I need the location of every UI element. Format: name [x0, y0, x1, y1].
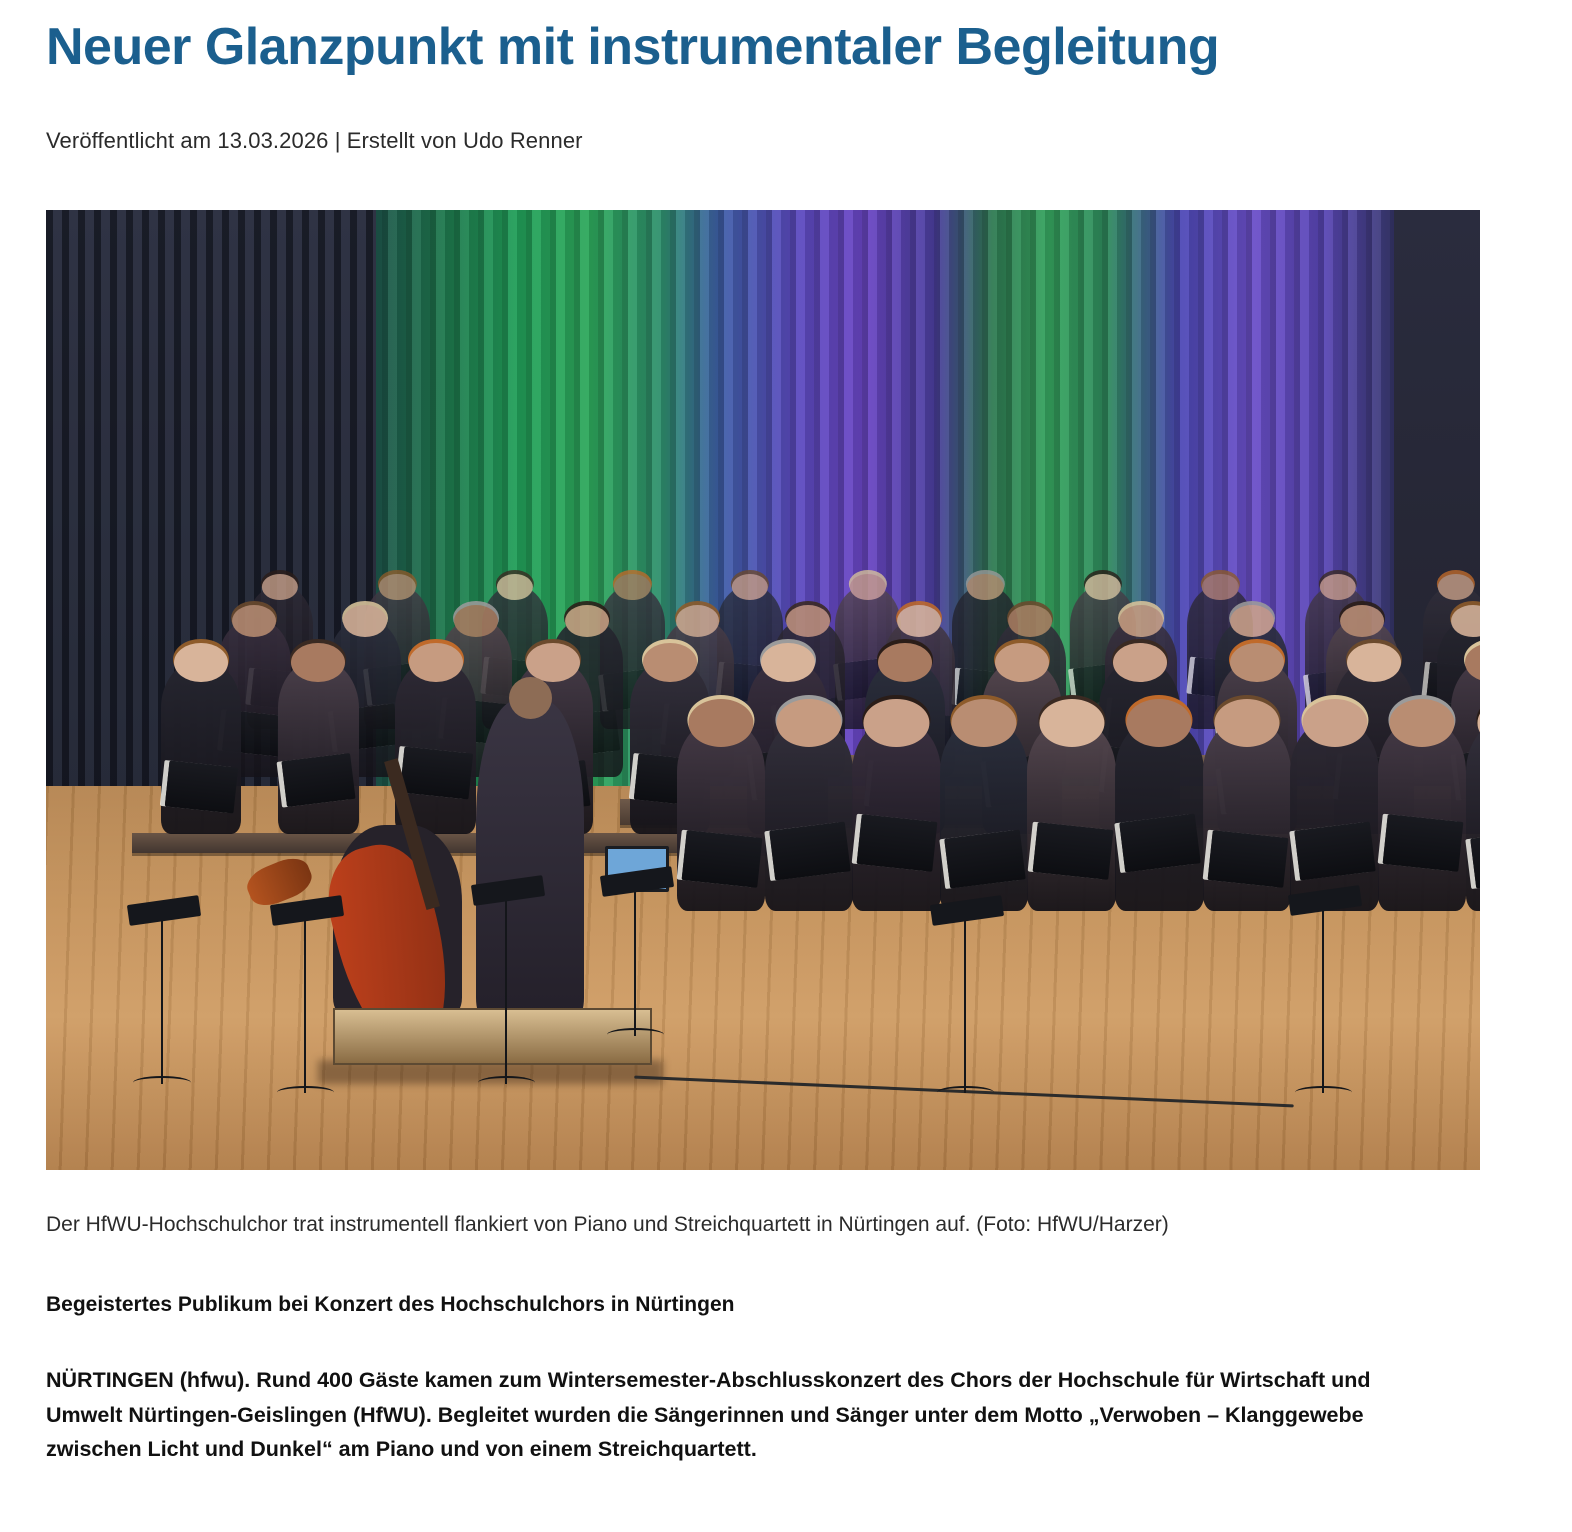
singer-head	[1230, 643, 1284, 683]
singer-head	[761, 643, 815, 683]
singer-head	[732, 574, 768, 601]
singer-head	[1214, 699, 1279, 747]
sheet-music-folder	[1207, 830, 1288, 888]
concert-photo	[46, 210, 1480, 1170]
music-stand-pole	[634, 882, 636, 1036]
choir-singer	[1027, 718, 1115, 911]
singer-head	[995, 643, 1049, 683]
singer-head	[1113, 643, 1167, 683]
article-byline: Veröffentlicht am 13.03.2026 | Erstellt von Udo Renner	[46, 128, 583, 154]
article-figure	[46, 210, 1480, 1240]
singer-head	[1085, 574, 1121, 601]
sheet-music-folder	[400, 746, 474, 799]
singer-head	[379, 574, 415, 601]
sheet-music-folder	[682, 830, 763, 888]
sheet-music-folder	[1032, 822, 1113, 880]
singer-head	[565, 605, 609, 637]
sheet-music-folder	[1119, 814, 1201, 873]
sheet-music-folder	[1470, 829, 1480, 888]
singer-head	[1302, 699, 1367, 747]
singer-head	[232, 605, 276, 637]
sheet-music-folder	[944, 829, 1026, 888]
choir-singer	[1203, 718, 1291, 911]
singer-head	[1347, 643, 1401, 683]
singer-head	[1127, 699, 1192, 747]
page-title: Neuer Glanzpunkt mit instrumentaler Begleitung	[46, 18, 1220, 76]
conductor-figure	[476, 700, 584, 1017]
choir-singer	[1115, 718, 1203, 911]
singer-head	[174, 643, 228, 683]
singer-head	[1230, 605, 1274, 637]
singer-head	[689, 699, 754, 747]
singer-head	[343, 605, 387, 637]
music-stand-legs	[478, 1076, 535, 1090]
singer-head	[614, 574, 650, 601]
choir-singer	[1378, 718, 1466, 911]
singer-head	[526, 643, 580, 683]
singer-head	[1451, 605, 1480, 637]
sheet-music-folder	[165, 760, 239, 813]
singer-head	[951, 699, 1016, 747]
singer-head	[776, 699, 841, 747]
singer-head	[864, 699, 929, 747]
singer-head	[1008, 605, 1052, 637]
singer-head	[1340, 605, 1384, 637]
choir-singer	[278, 659, 358, 835]
conductor-podium	[333, 1008, 652, 1065]
singer-head	[897, 605, 941, 637]
music-stand-legs	[607, 1028, 664, 1042]
singer-head	[967, 574, 1003, 601]
music-stand-pole	[505, 892, 507, 1084]
singer-head	[1039, 699, 1104, 747]
choir-singer	[161, 659, 241, 835]
singer-head	[676, 605, 720, 637]
choir-singer	[677, 718, 765, 911]
figure-caption: Der HfWU-Hochschulchor trat instrumentell flankiert von Piano und Streichquartett in Nürtingen auf. (Foto: HfWU/Harzer)	[46, 1213, 1169, 1237]
sheet-music-folder	[1383, 815, 1464, 873]
article-subheading: Begeistertes Publikum bei Konzert des Hochschulchors in Nürtingen	[46, 1292, 735, 1316]
choir-singer	[1290, 718, 1378, 911]
conductor-head	[509, 677, 552, 719]
sheet-music-folder	[1295, 822, 1377, 881]
choir-singer	[940, 718, 1028, 911]
music-stand-legs	[937, 1086, 994, 1100]
singer-head	[878, 643, 932, 683]
singer-head	[1437, 574, 1473, 601]
singer-head	[850, 574, 886, 601]
sheet-music-folder	[857, 815, 938, 873]
music-stand-pole	[304, 911, 306, 1093]
singer-head	[1390, 699, 1455, 747]
singer-head	[1320, 574, 1356, 601]
sheet-music-folder	[282, 753, 356, 807]
music-stand-pole	[964, 911, 966, 1093]
singer-head	[786, 605, 830, 637]
music-stand-legs	[133, 1076, 190, 1090]
singer-head	[643, 643, 697, 683]
singer-head	[1202, 574, 1238, 601]
music-stand-pole	[1322, 901, 1324, 1093]
article-body-paragraph: NÜRTINGEN (hfwu). Rund 400 Gäste kamen zum Wintersemester-Abschlusskonzert des Chors der Hochschule für Wirtschaft und Umwelt Nürtingen-Geislingen (HfWU). Begleitet wurden die Sängerinnen und Sänger unter dem Motto „Verwoben – Klanggewebe zwischen Licht und Dunkel“ am Piano und von einem Streichquartett.	[46, 1367, 1371, 1462]
sheet-music-folder	[769, 822, 851, 881]
singer-head	[497, 574, 533, 601]
article-page	[0, 10, 1572, 1467]
singer-head	[291, 643, 345, 683]
singer-head	[409, 643, 463, 683]
music-stand-pole	[161, 911, 163, 1084]
singer-head	[262, 574, 298, 601]
singer-head	[454, 605, 498, 637]
choir-singer	[852, 718, 940, 911]
singer-head	[1119, 605, 1163, 637]
choir-singer	[765, 718, 853, 911]
